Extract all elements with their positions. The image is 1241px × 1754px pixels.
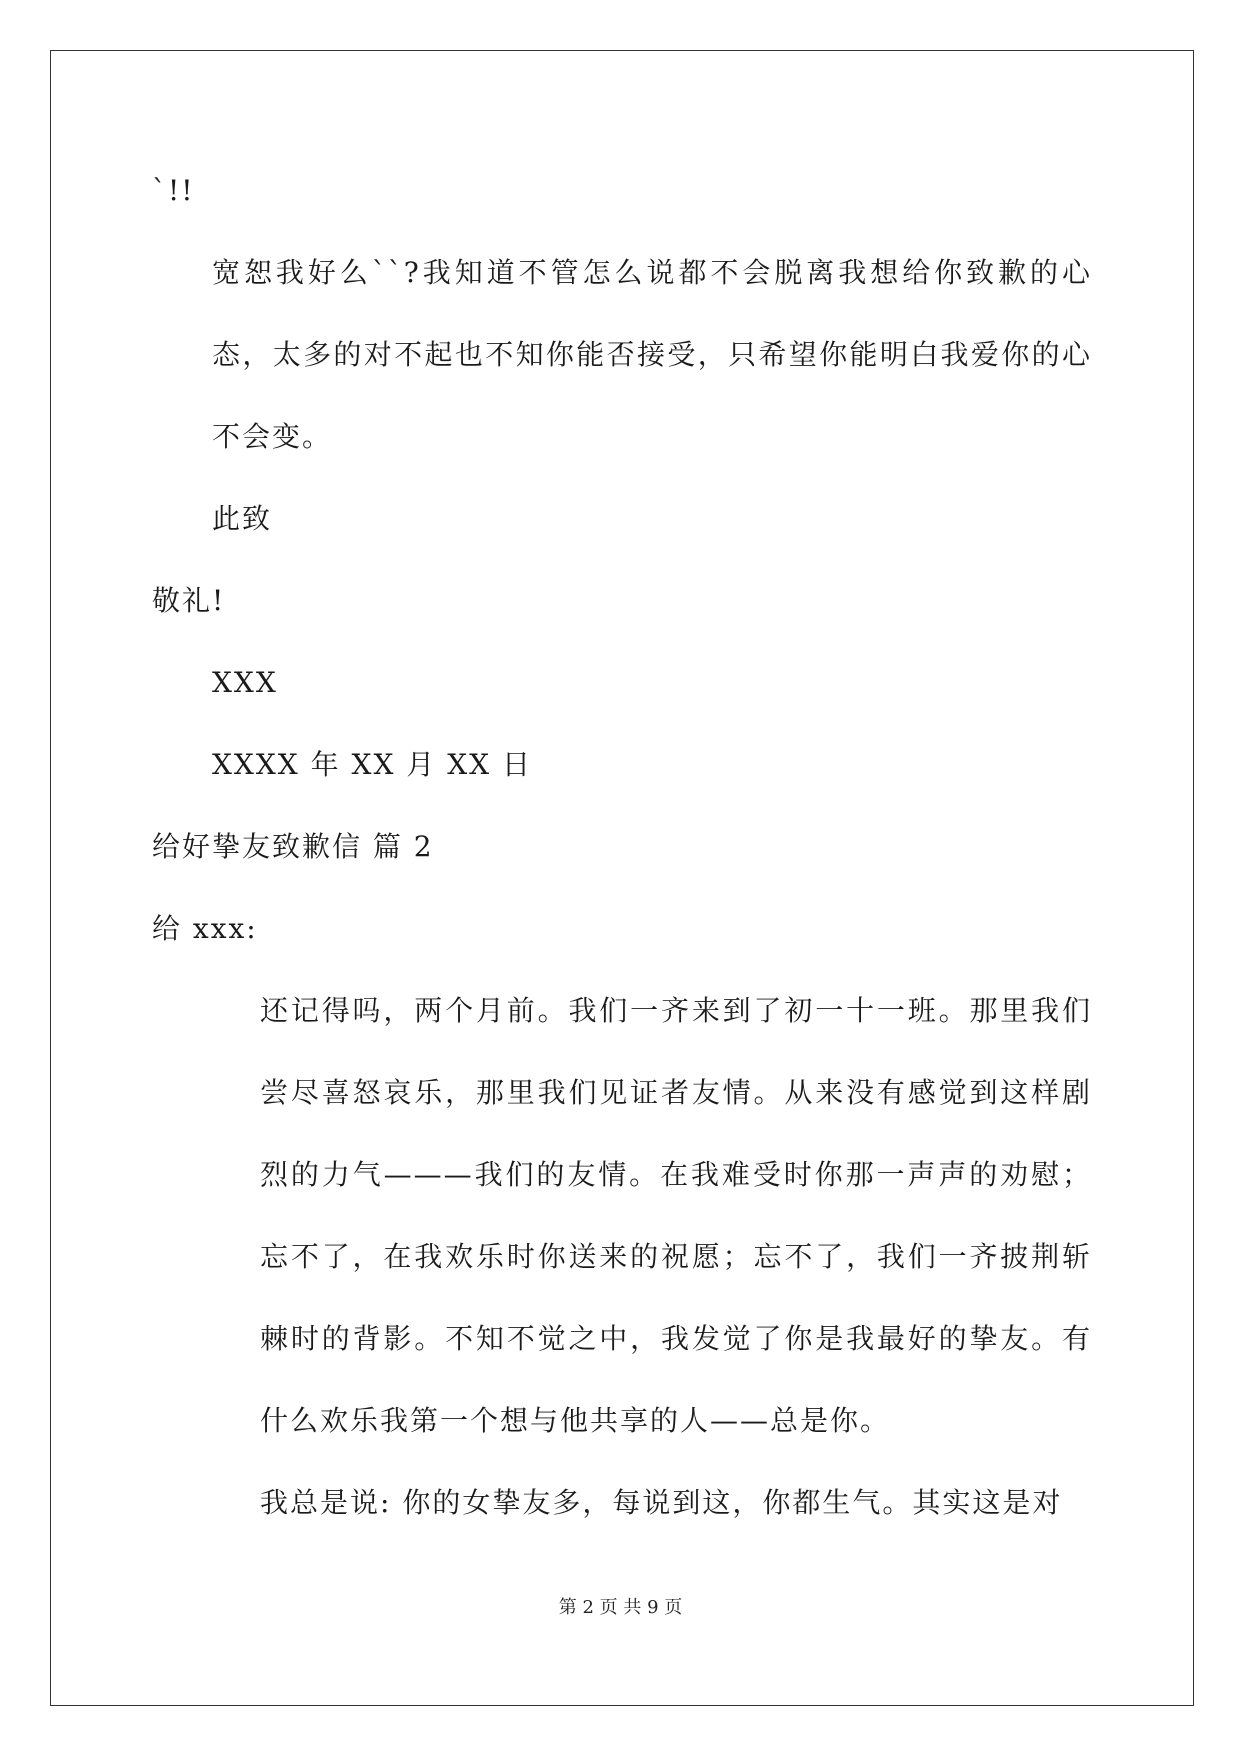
section-heading: 给好挚友致歉信 篇 2 (152, 830, 434, 863)
salutation: 给 xxx: (152, 912, 258, 945)
page-number-footer: 第 2 页 共 9 页 (558, 1597, 683, 1618)
closing-cizhi: 此致 (212, 502, 273, 535)
signature-date: XXXX 年 XX 月 XX 日 (212, 748, 532, 781)
paragraph-memories: 还记得吗，两个月前。我们一齐来到了初一十一班。那里我们尝尽喜怒哀乐，那里我们见证者友情。从来没有感觉到这样剧烈的力气———我们的友情。在我难受时你那一声声的劝慰；忘不了，在我欢乐时你送来的祝愿；忘不了，我们一齐披荆斩棘时的背影。不知不觉之中，我发觉了你是我最好的挚友。有什么欢乐我第一个想与他共享的人——总是你。 (260, 994, 1092, 1437)
closing-jingli: 敬礼! (152, 584, 226, 617)
paragraph-friends: 我总是说: 你的女挚友多，每说到这，你都生气。其实这是对 (260, 1486, 1063, 1519)
signature-name: XXX (212, 666, 278, 699)
text-line-exclaim: `!! (152, 174, 195, 207)
paragraph-forgive: 宽恕我好么``?我知道不管怎么说都不会脱离我想给你致歉的心态，太多的对不起也不知你能否接受，只希望你能明白我爱你的心不会变。 (212, 256, 1092, 453)
document-body (152, 150, 1092, 1544)
